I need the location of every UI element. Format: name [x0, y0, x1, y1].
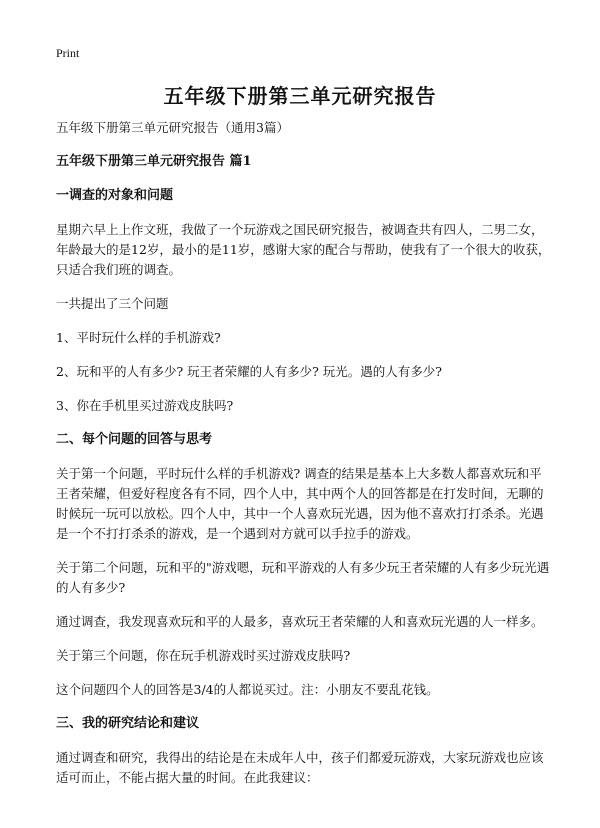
question-item: 3、你在手机里买过游戏皮肤吗?	[56, 398, 234, 413]
section3-paragraph: 通过调查和研究，我得出的结论是在未成年人中，孩子们都爱玩游戏，大家玩游戏也应该适可而止，不能占据大量的时间。在此我建议：	[56, 750, 544, 785]
section1-paragraph: 一共提出了三个问题	[56, 296, 169, 311]
section1-heading: 一调查的对象和问题	[56, 188, 174, 203]
section2-paragraph: 这个问题四个人的回答是3/4的人都说买过。注：小朋友不要乱花钱。	[56, 682, 439, 697]
print-label: Print	[56, 46, 80, 60]
page-title: 五年级下册第三单元研究报告	[163, 84, 437, 108]
question-item: 1、平时玩什么样的手机游戏?	[56, 330, 221, 345]
section3-heading: 三、我的研究结论和建议	[56, 716, 200, 731]
section1-paragraph: 星期六早上上作文班，我做了一个玩游戏之国民研究报告，被调查共有四人，二男二女，年龄最大的是12岁，最小的是11岁，感谢大家的配合与帮助，使我有了一个很大的收获，只适合我们班的调查。	[56, 222, 551, 277]
document-body	[56, 118, 552, 802]
section2-paragraph: 通过调查，我发现喜欢玩和平的人最多，喜欢玩王者荣耀的人和喜欢玩光遇的人一样多。	[56, 614, 544, 629]
question-item: 2、玩和平的人有多少? 玩王者荣耀的人有多少? 玩光。遇的人有多少?	[56, 364, 443, 379]
subtitle: 五年级下册第三单元研究报告（通用3篇）	[56, 120, 289, 135]
section2-paragraph: 关于第二个问题，玩和平的"游戏嗯，玩和平游戏的人有多少玩王者荣耀的人有多少玩光遇的人有多少?	[56, 560, 550, 595]
section2-paragraph: 关于第三个问题，你在玩手机游戏时买过游戏皮肤吗?	[56, 648, 351, 663]
section2-heading: 二、每个问题的回答与思考	[56, 432, 213, 447]
section2-paragraph: 关于第一个问题，平时玩什么样的手机游戏? 调查的结果是基本上大多数人都喜欢玩和平王者荣耀，但爱好程度各有不同，四个人中，其中两个人的回答都是在打发时间，无聊的时候玩一玩可以放松。四个人中，其中一个人喜欢玩光遇，因为他不喜欢打打杀杀。光遇是一个不打打杀杀的游戏，是一个遇到对方就可以手拉手的游戏。	[56, 466, 544, 541]
article-heading: 五年级下册第三单元研究报告 篇1	[56, 154, 252, 169]
